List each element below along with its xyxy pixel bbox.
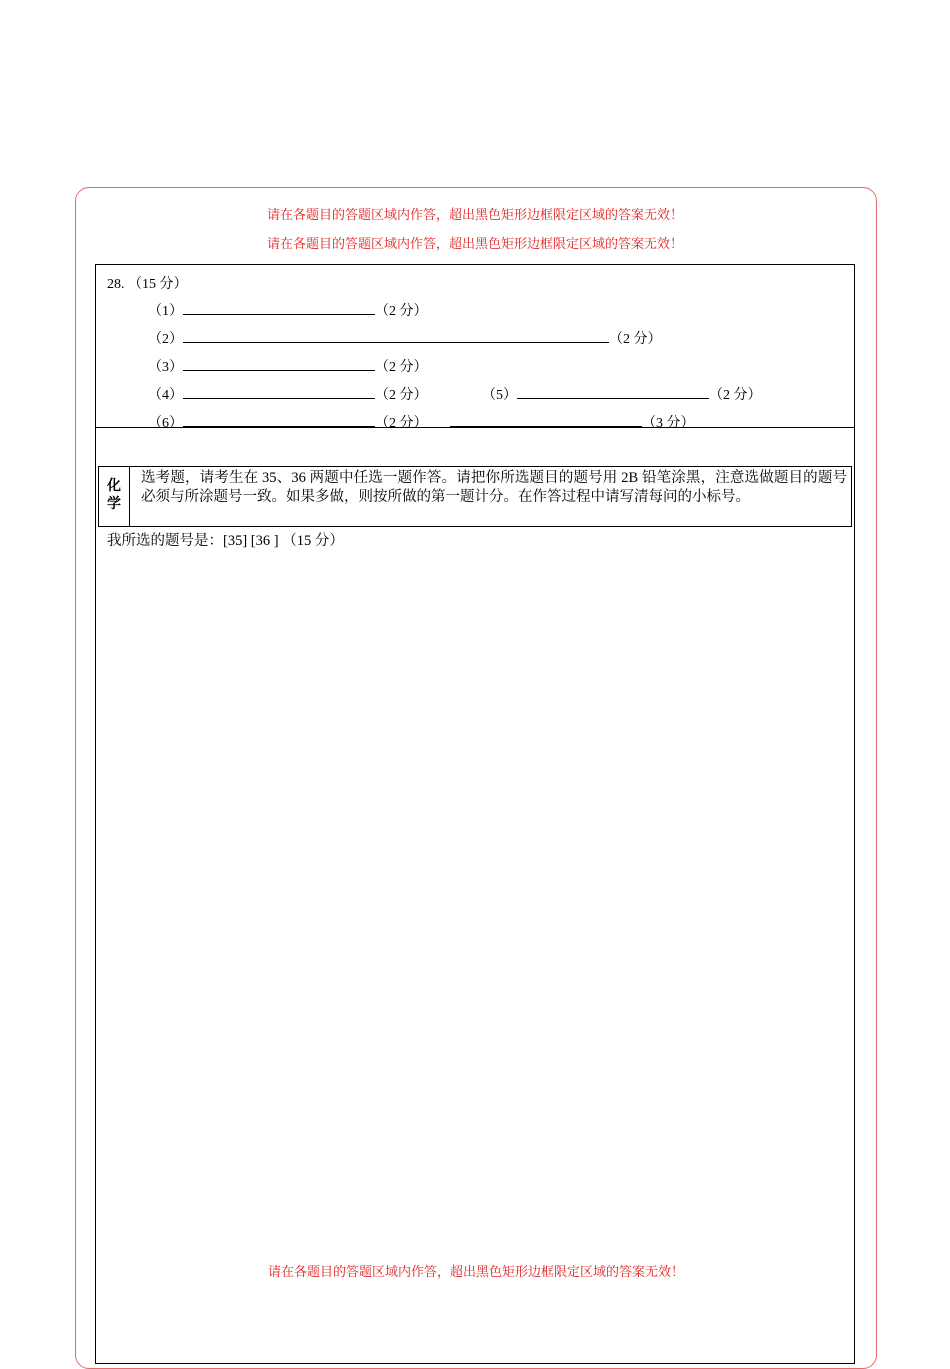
answer-line[interactable]: [450, 412, 642, 427]
q28-row-2: （2） （2 分）: [148, 328, 662, 348]
q28-row-3: （3） （2 分）: [148, 356, 428, 376]
q28-row-6b: （3 分）: [450, 412, 695, 432]
q28-header: 28. （15 分）: [107, 277, 188, 292]
answer-line[interactable]: [183, 412, 375, 427]
notice-bottom: 请在各题目的答题区域内作答，超出黑色矩形边框限定区域的答案无效！: [267, 1264, 684, 1279]
q28-row-5: （5） （2 分）: [482, 384, 762, 404]
answer-line[interactable]: [183, 300, 375, 315]
chemistry-elective-notice: [98, 466, 852, 527]
q28-row-4: （4） （2 分）: [148, 384, 428, 404]
q28-row-6: （6） （2 分）: [148, 412, 428, 432]
q28-row-1: （1） （2 分）: [148, 300, 428, 320]
question-selection[interactable]: 我所选的题号是：[35] [36 ] （15 分）: [107, 533, 344, 549]
notice-top-1: 请在各题目的答题区域内作答，超出黑色矩形边框限定区域的答案无效！: [266, 207, 683, 222]
subject-tag: 化 学: [99, 467, 130, 526]
answer-line[interactable]: [183, 384, 375, 399]
answer-line[interactable]: [183, 356, 375, 371]
answer-line[interactable]: [183, 328, 609, 343]
notice-top-2: 请在各题目的答题区域内作答，超出黑色矩形边框限定区域的答案无效！: [266, 236, 683, 251]
section-divider: [96, 427, 854, 428]
answer-line[interactable]: [517, 384, 709, 399]
elective-instruction: 选考题，请考生在 35、36 两题中任选一题作答。请把你所选题目的题号用 2B 铅笔涂黑，注意选做题目的题号必须与所涂题号一致。如果多做，则按所做的第一题计分。在作答过程中请写清每问的小标号。: [141, 470, 847, 505]
answer-box: [95, 264, 855, 1364]
